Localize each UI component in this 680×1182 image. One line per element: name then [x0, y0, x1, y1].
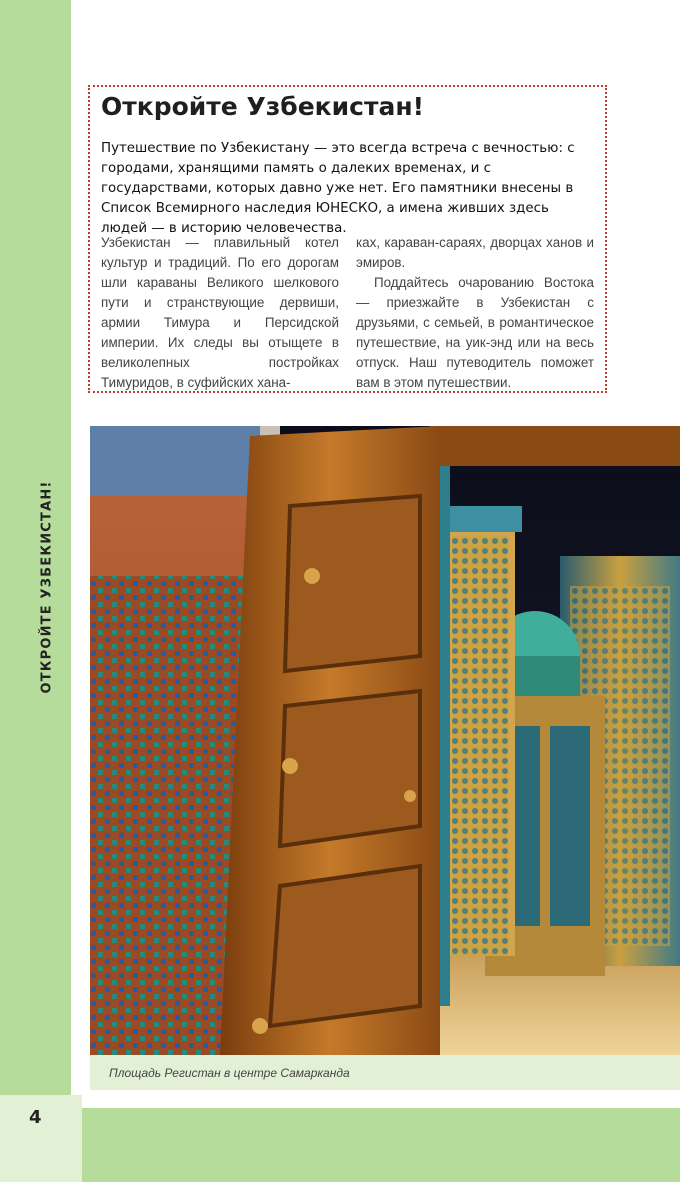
- photo-illustration: [90, 426, 680, 1055]
- body-column-left: [101, 233, 339, 393]
- registan-photo: [90, 426, 680, 1055]
- page-title: Откройте Узбекистан!: [101, 92, 424, 121]
- footer-band: [82, 1108, 680, 1182]
- section-label: ОТКРОЙТЕ УЗБЕКИСТАН!: [39, 480, 55, 694]
- photo-caption: Площадь Регистан в центре Самарканда: [109, 1066, 350, 1080]
- body-paragraph: Поддайтесь очарованию Востока — приезжайте в Узбекистан с друзьями, с семьей, в романтическое путешествие, на уик-энд или на весь отпуск. Наш путеводитель поможет вам в этом путешествии.: [356, 275, 594, 390]
- body-column-right: [356, 233, 594, 393]
- body-paragraph: Узбекистан — плавильный котел культур и традиций. По его дорогам шли караваны Великого шелкового пути и странствующие дервиши, армии Тимура и Персидской империи. Их следы вы отыщете в великолепных постройках Тимуридов, в суфийских хана-: [101, 235, 339, 390]
- sidebar-band: [0, 0, 71, 1095]
- page-number: 4: [29, 1107, 42, 1128]
- lead-paragraph: Путешествие по Узбекистану — это всегда встреча с вечностью: с городами, хранящими память о далеких временах, и с государствами, которых давно уже нет. Его памятники внесены в Список Всемирного наследия ЮНЕСКО, а имена живших здесь людей — в историю человечества.: [101, 141, 575, 236]
- body-paragraph-continued: ках, караван-сараях, дворцах ханов и эмиров.: [356, 235, 594, 270]
